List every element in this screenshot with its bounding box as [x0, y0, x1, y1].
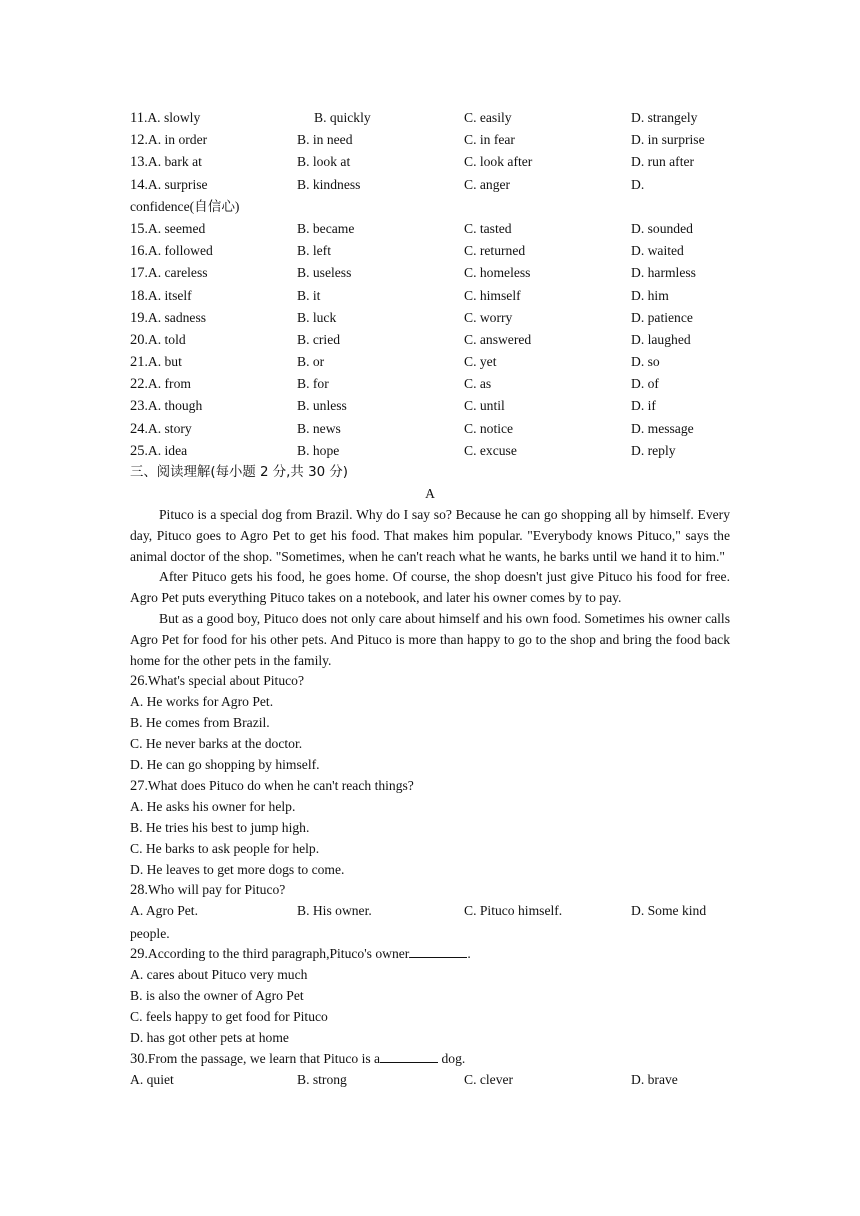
cloze-row — [130, 285, 730, 307]
cloze-row — [130, 174, 730, 196]
option-b: B. became — [297, 220, 355, 236]
cloze-options-list — [130, 107, 730, 462]
option-a-text: .A. told — [144, 331, 186, 347]
cloze-row — [130, 129, 730, 151]
option-d: D. him — [631, 287, 669, 303]
question-text-end: dog. — [438, 1050, 466, 1066]
option-d: D. strangely — [631, 110, 698, 125]
option-c: C. excuse — [464, 442, 517, 458]
option-d: D. run after — [631, 154, 695, 170]
paragraph-1: Pituco is a special dog from Brazil. Why do I say so? Because he can go shopping all by himself. Every day, Pituco goes to Agro Pet to get his food. That makes him popular. "Everybody knows Pituco," says the animal doctor of the shop. "Sometimes, when he can't reach what he wants, he barks until we hand it to him." — [130, 506, 730, 564]
option-a-text: .A. bark at — [144, 154, 202, 170]
question-26 — [130, 671, 730, 692]
option-d: D. patience — [631, 309, 693, 325]
option-c: C. look after — [464, 154, 533, 170]
option-a — [130, 151, 297, 173]
option-a-text: .A. though — [144, 398, 203, 414]
option-a — [130, 418, 297, 440]
cloze-row — [130, 107, 730, 129]
question-number: 12 — [130, 132, 145, 149]
option-a-text: .A. in order — [144, 132, 208, 148]
option-a — [130, 373, 297, 395]
option-c: C. himself — [464, 287, 521, 303]
question-number: 26 — [130, 673, 145, 690]
option-d: D. so — [631, 354, 660, 370]
question-number: 29 — [130, 946, 145, 963]
option-c: C. answered — [464, 331, 532, 347]
option-a — [130, 107, 314, 129]
question-number: 30 — [130, 1050, 145, 1067]
cloze-row — [130, 218, 730, 240]
option-a-text: .A. from — [144, 376, 191, 392]
option-28-b: B. His owner. — [297, 903, 372, 919]
option-d: D. harmless — [631, 265, 696, 281]
option-27-d: D. He leaves to get more dogs to come. — [130, 861, 345, 877]
option-b: B. news — [297, 420, 341, 436]
option-d: D. — [631, 176, 645, 192]
option-c: C. worry — [464, 309, 513, 325]
option-26-c: C. He never barks at the doctor. — [130, 736, 303, 752]
exam-page — [130, 107, 730, 1092]
option-d: D. sounded — [631, 220, 693, 236]
question-28 — [130, 880, 730, 901]
option-c: C. returned — [464, 243, 526, 259]
option-a-text: .A. but — [144, 354, 182, 370]
option-d-wrap: confidence(自信心) — [130, 198, 240, 214]
option-29-d: D. has got other pets at home — [130, 1030, 289, 1046]
question-text: .What's special about Pituco? — [144, 673, 304, 689]
option-b: B. quickly — [314, 110, 371, 125]
question-number: 13 — [130, 154, 145, 171]
cloze-row — [130, 329, 730, 351]
option-c: C. easily — [464, 110, 512, 125]
option-d: D. waited — [631, 243, 684, 259]
option-d: D. in surprise — [631, 132, 705, 148]
question-number: 20 — [130, 331, 145, 348]
cloze-row — [130, 262, 730, 284]
section-title: 三、阅读理解(每小题 2 分,共 30 分) — [130, 465, 348, 480]
options-row-28 — [130, 901, 730, 923]
option-27-c: C. He barks to ask people for help. — [130, 840, 320, 856]
option-b: B. it — [297, 287, 321, 303]
question-30 — [130, 1049, 730, 1070]
option-a-text: .A. story — [144, 420, 192, 436]
option-26-a: A. He works for Agro Pet. — [130, 694, 274, 710]
question-number: 27 — [130, 777, 145, 794]
question-number: 19 — [130, 309, 145, 326]
option-29-b: B. is also the owner of Agro Pet — [130, 988, 304, 1004]
option-c: C. notice — [464, 420, 514, 436]
option-27-b: B. He tries his best to jump high. — [130, 819, 310, 835]
question-number: 14 — [130, 176, 145, 193]
option-26-d: D. He can go shopping by himself. — [130, 756, 320, 772]
option-30-a: A. quiet — [130, 1071, 174, 1087]
option-a — [130, 129, 297, 151]
paragraph-3: But as a good boy, Pituco does not only care about himself and his own food. Sometimes his owner calls Agro Pet for food for his other pets. And Pituco is more than happy to go to the shop and bring the food back home for the other pets in the family. — [130, 610, 730, 668]
option-c: C. tasted — [464, 220, 512, 236]
option-29-a: A. cares about Pituco very much — [130, 967, 308, 983]
option-28-a: A. Agro Pet. — [130, 903, 198, 919]
question-number: 17 — [130, 265, 145, 282]
question-number: 11 — [130, 110, 144, 126]
cloze-row — [130, 373, 730, 395]
question-number: 24 — [130, 420, 145, 437]
option-28-c: C. Pituco himself. — [464, 903, 563, 919]
option-30-c: C. clever — [464, 1071, 514, 1087]
option-d: D. message — [631, 420, 694, 436]
cloze-row — [130, 395, 730, 417]
option-c: C. anger — [464, 176, 511, 192]
option-b: B. cried — [297, 331, 341, 347]
question-number: 25 — [130, 442, 145, 459]
option-b: B. left — [297, 243, 331, 259]
option-a-text: .A. slowly — [143, 110, 201, 125]
option-30-d: D. brave — [631, 1071, 678, 1087]
option-a — [130, 174, 297, 196]
option-29-c: C. feels happy to get food for Pituco — [130, 1009, 328, 1025]
cloze-row — [130, 307, 730, 329]
option-a-text: .A. itself — [144, 287, 192, 303]
option-a — [130, 307, 297, 329]
question-29 — [130, 944, 730, 965]
cloze-row — [130, 351, 730, 373]
option-d: D. laughed — [631, 331, 691, 347]
question-number: 18 — [130, 287, 145, 304]
cloze-row — [130, 151, 730, 173]
option-c: C. as — [464, 376, 492, 392]
option-d: D. if — [631, 398, 656, 414]
option-a — [130, 262, 297, 284]
question-27 — [130, 776, 730, 797]
option-b: B. unless — [297, 398, 347, 414]
option-c: C. in fear — [464, 132, 515, 148]
option-a — [130, 329, 297, 351]
options-row-30 — [130, 1070, 730, 1092]
option-a — [130, 395, 297, 417]
answer-blank — [409, 944, 467, 958]
option-b: B. look at — [297, 154, 351, 170]
option-a — [130, 440, 297, 462]
option-30-b: B. strong — [297, 1071, 347, 1087]
cloze-row — [130, 240, 730, 262]
option-b: B. kindness — [297, 176, 361, 192]
option-d: D. of — [631, 376, 659, 392]
question-number: 28 — [130, 882, 145, 899]
option-a-text: .A. careless — [144, 265, 208, 281]
passage-label: A — [425, 486, 435, 502]
question-number: 16 — [130, 243, 145, 260]
question-number: 23 — [130, 398, 145, 415]
option-c: C. yet — [464, 354, 497, 370]
option-a — [130, 240, 297, 262]
question-text-end: . — [467, 946, 471, 962]
option-a-text: .A. sadness — [144, 309, 207, 325]
option-c: C. homeless — [464, 265, 531, 281]
option-b: B. for — [297, 376, 329, 392]
option-28-d: D. Some kind — [631, 903, 707, 919]
option-b: B. hope — [297, 442, 340, 458]
option-a — [130, 351, 297, 373]
answer-blank — [380, 1049, 438, 1063]
question-number: 15 — [130, 220, 145, 237]
option-26-b: B. He comes from Brazil. — [130, 715, 270, 731]
option-b: B. in need — [297, 132, 353, 148]
option-a — [130, 285, 297, 307]
option-b: B. or — [297, 354, 325, 370]
option-a-text: .A. followed — [144, 243, 213, 259]
question-number: 21 — [130, 354, 145, 371]
option-d: D. reply — [631, 442, 676, 458]
option-b: B. luck — [297, 309, 337, 325]
option-a-text: .A. seemed — [144, 220, 206, 236]
cloze-row — [130, 440, 730, 462]
question-number: 22 — [130, 376, 145, 393]
paragraph-2: After Pituco gets his food, he goes home. Of course, the shop doesn't just give Pituco his food for free. Agro Pet puts everything Pituco takes on a notebook, and later his owner comes by to pay. — [130, 569, 730, 606]
option-a-text: .A. surprise — [144, 176, 208, 192]
option-28-d-wrap: people. — [130, 925, 170, 941]
question-text: .From the passage, we learn that Pituco is a — [144, 1050, 381, 1066]
option-a — [130, 218, 297, 240]
option-b: B. useless — [297, 265, 352, 281]
question-text: .Who will pay for Pituco? — [144, 882, 286, 898]
cloze-row — [130, 418, 730, 440]
question-text: .According to the third paragraph,Pituco's owner — [144, 946, 410, 962]
option-27-a: A. He asks his owner for help. — [130, 798, 296, 814]
option-a-text: .A. idea — [144, 442, 188, 458]
question-text: .What does Pituco do when he can't reach things? — [144, 777, 414, 793]
option-c: C. until — [464, 398, 505, 414]
